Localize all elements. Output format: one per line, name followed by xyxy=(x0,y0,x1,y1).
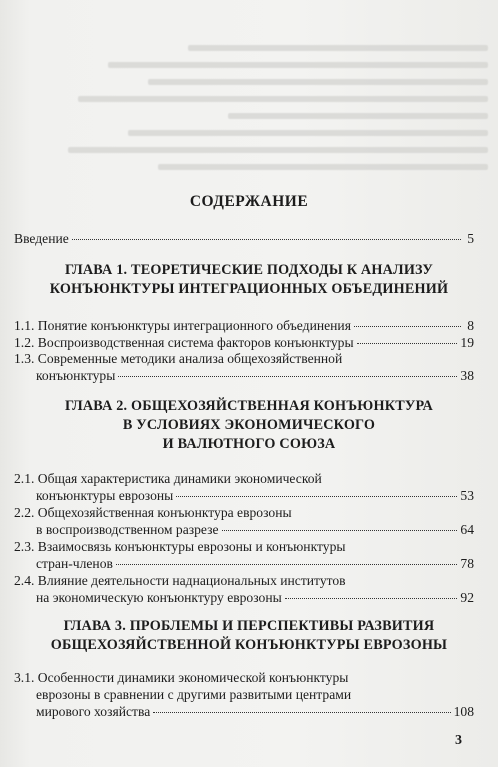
toc-entry-label: стран-членов xyxy=(36,556,113,571)
dot-leader xyxy=(116,564,457,565)
dot-leader xyxy=(357,343,458,344)
chapter-heading-line: ГЛАВА 1. ТЕОРЕТИЧЕСКИЕ ПОДХОДЫ К АНАЛИЗУ xyxy=(64,262,434,278)
toc-entry-label: мирового хозяйства xyxy=(36,704,151,719)
toc-entry-2-4[interactable] xyxy=(36,589,474,606)
dot-leader xyxy=(72,239,461,240)
toc-page-number: 64 xyxy=(460,522,474,537)
toc-entry-1-3[interactable] xyxy=(36,367,474,384)
toc-entry-label: конъюнктуры xyxy=(36,368,116,383)
toc-page-number: 108 xyxy=(453,704,474,719)
toc-entry-2-1-line1[interactable]: 2.1. Общая характеристика динамики экономической xyxy=(14,471,322,486)
toc-entry-3-1-line1[interactable]: 3.1. Особенности динамики экономической конъюнктуры xyxy=(14,670,349,685)
toc-entry-3-1[interactable] xyxy=(36,703,474,720)
toc-page-number: 78 xyxy=(460,556,474,571)
dot-leader xyxy=(118,376,457,377)
dot-leader xyxy=(153,712,450,713)
toc-entry-2-3[interactable] xyxy=(36,555,474,572)
toc-entry-2-3-line1[interactable]: 2.3. Взаимосвязь конъюнктуры еврозоны и конъюнктуры xyxy=(14,539,346,554)
toc-page-number: 53 xyxy=(460,488,474,503)
dot-leader xyxy=(176,496,457,497)
toc-entry-label: в воспроизводственном разрезе xyxy=(36,522,219,537)
toc-page-number: 19 xyxy=(460,335,474,350)
dot-leader xyxy=(222,530,458,531)
chapter-3-heading xyxy=(0,617,498,655)
toc-entry-2-2[interactable] xyxy=(36,521,474,538)
toc-page-number: 38 xyxy=(460,368,474,383)
toc-page-number: 8 xyxy=(467,318,474,333)
chapter-heading-line: ОБЩЕХОЗЯЙСТВЕННОЙ КОНЪЮНКТУРЫ ЕВРОЗОНЫ xyxy=(50,637,448,653)
toc-entry-3-1-line2[interactable]: еврозоны в сравнении с другими развитыми центрами xyxy=(36,687,352,702)
toc-title: СОДЕРЖАНИЕ xyxy=(189,193,309,210)
dot-leader xyxy=(285,598,458,599)
toc-entry-2-1[interactable] xyxy=(36,487,474,504)
chapter-heading-line: И ВАЛЮТНОГО СОЮЗА xyxy=(162,436,336,452)
toc-entry-2-4-line1[interactable]: 2.4. Влияние деятельности наднациональных институтов xyxy=(14,573,346,588)
chapter-heading-line: ГЛАВА 3. ПРОБЛЕМЫ И ПЕРСПЕКТИВЫ РАЗВИТИЯ xyxy=(63,618,435,634)
toc-entry-label: Введение xyxy=(14,231,69,246)
toc-entry-1-2[interactable] xyxy=(14,334,474,351)
chapter-heading-line: В УСЛОВИЯХ ЭКОНОМИЧЕСКОГО xyxy=(122,417,376,433)
chapter-2-heading xyxy=(0,397,498,454)
page-number: 3 xyxy=(455,733,462,748)
toc-entry-intro[interactable] xyxy=(14,230,474,247)
toc-page-number: 92 xyxy=(460,590,474,605)
toc-entry-1-1[interactable] xyxy=(14,317,474,334)
toc-entry-label: 1.1. Понятие конъюнктуры интеграционного объединения xyxy=(14,318,351,333)
toc-entry-2-2-line1[interactable]: 2.2. Общехозяйственная конъюнктура еврозоны xyxy=(14,505,292,520)
toc-page-number: 5 xyxy=(467,231,474,246)
toc-entry-label: 1.2. Воспроизводственная система факторов конъюнктуры xyxy=(14,335,354,350)
toc-entry-label: конъюнктуры еврозоны xyxy=(36,488,174,503)
toc-entry-1-3-line1[interactable]: 1.3. Современные методики анализа общехозяйственной xyxy=(14,351,343,366)
toc-entry-label: на экономическую конъюнктуру еврозоны xyxy=(36,590,282,605)
chapter-1-heading xyxy=(0,261,498,299)
bleed-through-text xyxy=(8,40,488,176)
dot-leader xyxy=(354,326,461,327)
chapter-heading-line: ГЛАВА 2. ОБЩЕХОЗЯЙСТВЕННАЯ КОНЪЮНКТУРА xyxy=(65,398,433,414)
chapter-heading-line: КОНЪЮНКТУРЫ ИНТЕГРАЦИОННЫХ ОБЪЕДИНЕНИЙ xyxy=(49,281,449,297)
